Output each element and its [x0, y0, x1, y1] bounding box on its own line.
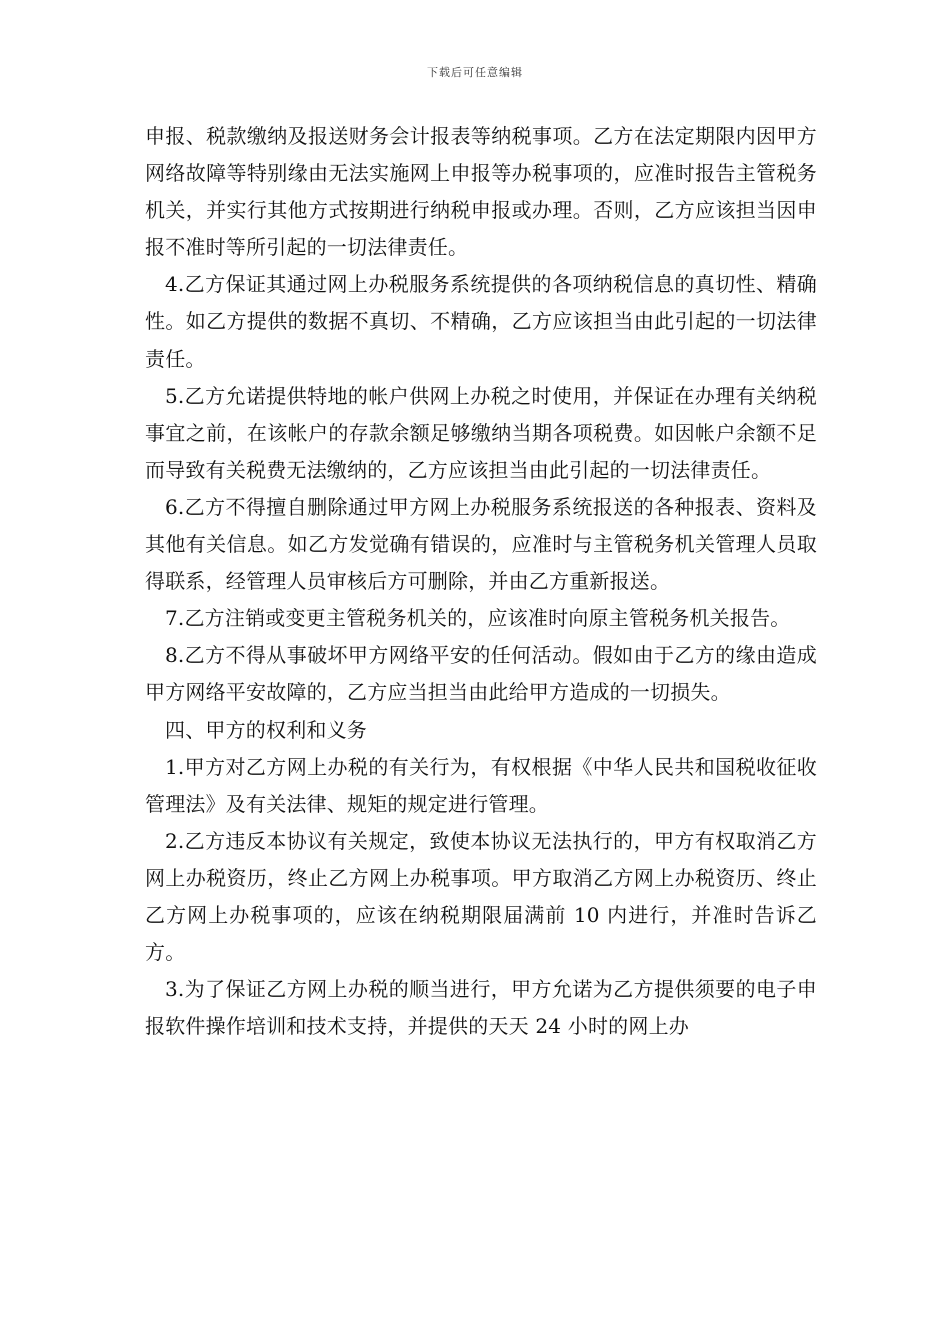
paragraph-clause-4: 4.乙方保证其通过网上办税服务系统提供的各项纳税信息的真切性、精确性。如乙方提供的数据不真切、不精确，乙方应该担当由此引起的一切法律责任。: [145, 272, 817, 371]
section-heading-party-a: 四、甲方的权利和义务: [165, 717, 367, 742]
paragraph-continuation: 申报、税款缴纳及报送财务会计报表等纳税事项。乙方在法定期限内因甲方网络故障等特别缘由无法实施网上申报等办税事项的，应准时报告主管税务机关，并实行其他方式按期进行纳税申报或办理。否则，乙方应该担当因申报不准时等所引起的一切法律责任。: [145, 124, 817, 260]
paragraph-a-clause-2: 2.乙方违反本协议有关规定，致使本协议无法执行的，甲方有权取消乙方网上办税资历，终止乙方网上办税事项。甲方取消乙方网上办税资历、终止乙方网上办税事项的，应该在纳税期限届满前 10 内进行，并准时告诉乙方。: [145, 828, 817, 965]
paragraph-clause-6: 6.乙方不得擅自删除通过甲方网上办税服务系统报送的各种报表、资料及其他有关信息。如乙方发觉确有错误的，应准时与主管税务机关管理人员取得联系，经管理人员审核后方可删除，并由乙方重新报送。: [145, 494, 817, 594]
paragraph-a-clause-3: 3.为了保证乙方网上办税的顺当进行，甲方允诺为乙方提供须要的电子申报软件操作培训和技术支持，并提供的天天 24 小时的网上办: [145, 977, 817, 1039]
paragraph-a-clause-1: 1.甲方对乙方网上办税的有关行为，有权根据《中华人民共和国税收征收管理法》及有关法律、规矩的规定进行管理。: [145, 754, 817, 816]
paragraph-clause-5: 5.乙方允诺提供特地的帐户供网上办税之时使用，并保证在办理有关纳税事宜之前，在该帐户的存款余额足够缴纳当期各项税费。如因帐户余额不足而导致有关税费无法缴纳的，乙方应该担当由此引起的一切法律责任。: [145, 383, 817, 482]
paragraph-clause-7: 7.乙方注销或变更主管税务机关的，应该准时向原主管税务机关报告。: [165, 606, 791, 631]
document-body: [145, 118, 817, 1045]
page-header: 下载后可任意编辑: [427, 66, 523, 79]
paragraph-clause-8: 8.乙方不得从事破坏甲方网络平安的任何活动。假如由于乙方的缘由造成甲方网络平安故障的，乙方应当担当由此给甲方造成的一切损失。: [145, 643, 817, 705]
